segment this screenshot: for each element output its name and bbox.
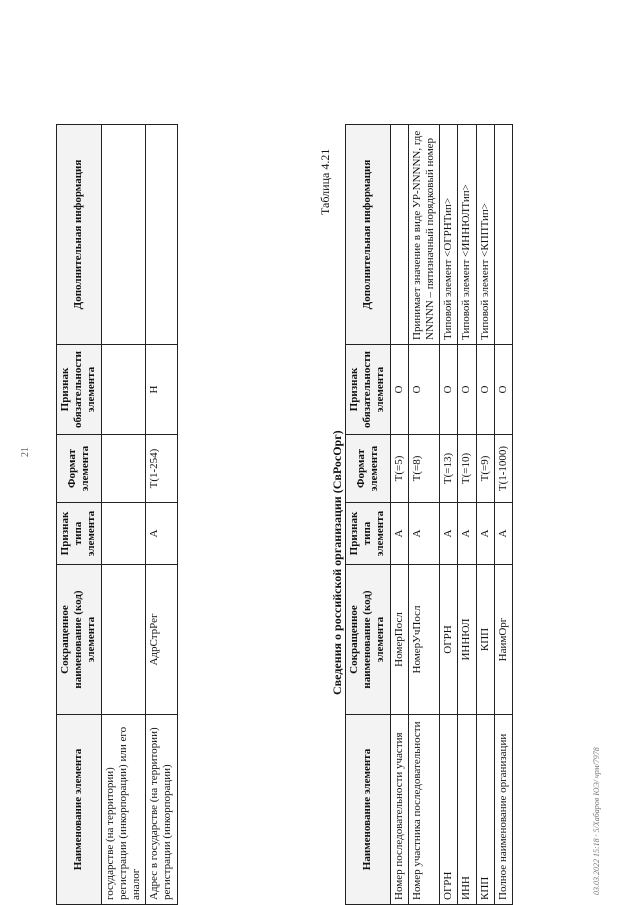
cell-required: О — [408, 345, 439, 435]
cell-format: T(1-1000) — [494, 435, 512, 503]
cell-required: О — [390, 345, 408, 435]
cell-name: Полное наименование организации — [494, 715, 512, 905]
cell-code: АдрСтрРег — [146, 565, 177, 715]
page-number: 21 — [20, 447, 31, 457]
cell-required: Н — [146, 345, 177, 435]
cell-code: КПП — [476, 565, 494, 715]
cell-format — [101, 435, 146, 503]
header-type: Признак типа элемента — [346, 503, 391, 565]
table-row — [494, 125, 512, 905]
cell-type: А — [476, 503, 494, 565]
table-header — [346, 125, 391, 905]
cell-info — [146, 125, 177, 345]
cell-format: T(=5) — [390, 435, 408, 503]
cell-format: T(=9) — [476, 435, 494, 503]
cell-info: Типовой элемент <ОГРНТип> — [440, 125, 458, 345]
header-type: Признак типа элемента — [57, 503, 102, 565]
header-name: Наименование элемента — [346, 715, 391, 905]
signature-stamp: 03.03.2022 15:18 · 5/Хабаров ЮЭ/ чрм/7978 — [592, 747, 601, 895]
cell-code: НомерПосл — [390, 565, 408, 715]
cell-format: T(=10) — [458, 435, 476, 503]
header-required: Признак обязательности элемента — [57, 345, 102, 435]
table-row — [390, 125, 408, 905]
cell-type: А — [390, 503, 408, 565]
cell-type: А — [458, 503, 476, 565]
cell-info — [390, 125, 408, 345]
cell-format: T(=8) — [408, 435, 439, 503]
cell-name: ИНН — [458, 715, 476, 905]
table-row — [101, 125, 146, 905]
header-name: Наименование элемента — [57, 715, 102, 905]
cell-required: О — [440, 345, 458, 435]
cell-type: А — [440, 503, 458, 565]
header-format: Формат элемента — [57, 435, 102, 503]
cell-name: Номер последовательности участия — [390, 715, 408, 905]
header-code: Сокращенное наименование (код) элемента — [57, 565, 102, 715]
header-code: Сокращенное наименование (код) элемента — [346, 565, 391, 715]
continued-table — [56, 124, 178, 905]
cell-info — [101, 125, 146, 345]
cell-required — [101, 345, 146, 435]
cell-code: ИННЮЛ — [458, 565, 476, 715]
cell-name: государстве (на территории) регистрации (инкорпорации) или его аналог — [101, 715, 146, 905]
table-header — [57, 125, 102, 905]
table-title: Сведения о российской организации (СвРосОрг) — [330, 430, 344, 695]
table-row — [408, 125, 439, 905]
cell-required: О — [476, 345, 494, 435]
cell-code — [101, 565, 146, 715]
cell-name: Адрес в государстве (на территории) регистрации (инкорпорации) — [146, 715, 177, 905]
cell-info: Типовой элемент <КППТип> — [476, 125, 494, 345]
cell-type — [101, 503, 146, 565]
cell-info — [494, 125, 512, 345]
cell-name: Номер участника последовательности — [408, 715, 439, 905]
table-row — [458, 125, 476, 905]
table-row — [440, 125, 458, 905]
cell-type: А — [146, 503, 177, 565]
cell-type: А — [408, 503, 439, 565]
header-info: Дополнительная информация — [346, 125, 391, 345]
table-number: Таблица 4.21 — [318, 148, 332, 215]
header-info: Дополнительная информация — [57, 125, 102, 345]
header-format: Формат элемента — [346, 435, 391, 503]
cell-code: ОГРН — [440, 565, 458, 715]
cell-info: Типовой элемент <ИННЮЛТип> — [458, 125, 476, 345]
cell-format: T(1-254) — [146, 435, 177, 503]
cell-type: А — [494, 503, 512, 565]
header-required: Признак обязательности элемента — [346, 345, 391, 435]
cell-format: T(=13) — [440, 435, 458, 503]
cell-info: Принимает значение в виде УР-NNNNN, где NNNNN – пятизначный порядковый номер — [408, 125, 439, 345]
cell-required: О — [458, 345, 476, 435]
cell-required: О — [494, 345, 512, 435]
cell-code: НаимОрг — [494, 565, 512, 715]
cell-name: ОГРН — [440, 715, 458, 905]
cell-name: КПП — [476, 715, 494, 905]
organization-table — [345, 124, 513, 905]
table-row — [146, 125, 177, 905]
table-row — [476, 125, 494, 905]
cell-code: НомерУчПосл — [408, 565, 439, 715]
